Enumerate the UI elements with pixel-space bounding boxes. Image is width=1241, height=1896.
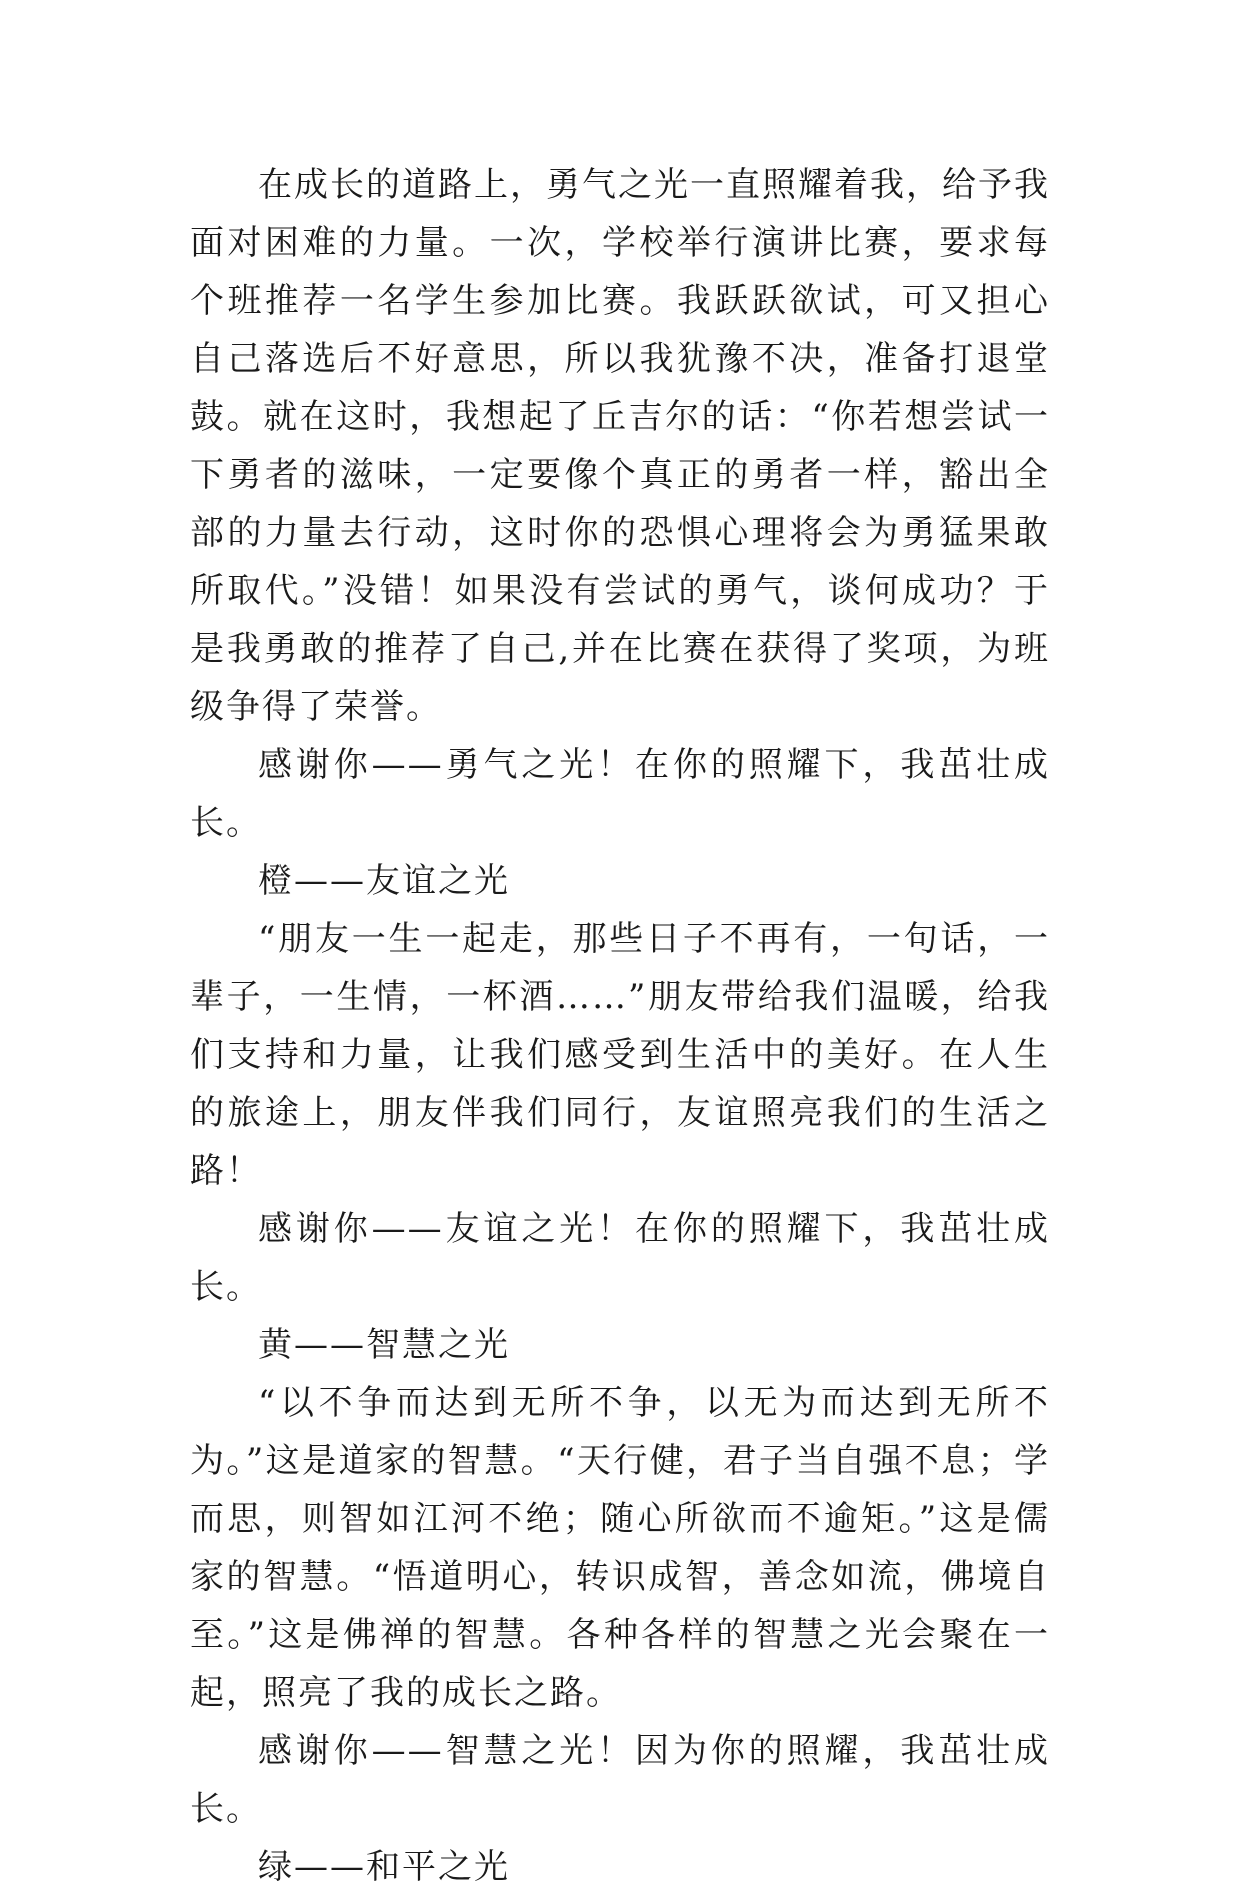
paragraph-courage: 在成长的道路上，勇气之光一直照耀着我，给予我面对困难的力量。一次，学校举行演讲比赛，要求每个班推荐一名学生参加比赛。我跃跃欲试，可又担心自己落选后不好意思，所以我犹豫不决，准备打退堂鼓。就在这时，我想起了丘吉尔的话：“你若想尝试一下勇者的滋味，一定要像个真正的勇者一样，豁出全部的力量去行动，这时你的恐惧心理将会为勇猛果敢所取代。”没错！如果没有尝试的勇气，谈何成功？于是我勇敢的推荐了自己,并在比赛在获得了奖项，为班级争得了荣誉。 xyxy=(190,165,1050,727)
paragraph-thanks-wisdom: 感谢你——智慧之光！因为你的照耀，我茁壮成长。 xyxy=(190,1731,1050,1829)
heading-yellow-wisdom: 黄——智慧之光 xyxy=(258,1325,510,1365)
heading-orange-friendship: 橙——友谊之光 xyxy=(258,861,510,901)
paragraph-wisdom: “以不争而达到无所不争，以无为而达到无所不为。”这是道家的智慧。“天行健，君子当自强不息；学而思，则智如江河不绝；随心所欲而不逾矩。”这是儒家的智慧。“悟道明心，转识成智，善念如流，佛境自至。”这是佛禅的智慧。各种各样的智慧之光会聚在一起，照亮了我的成长之路。 xyxy=(190,1383,1050,1713)
heading-green-peace: 绿——和平之光 xyxy=(258,1847,510,1887)
document-body xyxy=(190,156,1050,1896)
paragraph-thanks-courage: 感谢你——勇气之光！在你的照耀下，我茁壮成长。 xyxy=(190,745,1050,843)
paragraph-thanks-friendship: 感谢你——友谊之光！在你的照耀下，我茁壮成长。 xyxy=(190,1209,1050,1307)
paragraph-friendship: “朋友一生一起走，那些日子不再有，一句话，一辈子，一生情，一杯酒……”朋友带给我们温暖，给我们支持和力量，让我们感受到生活中的美好。在人生的旅途上，朋友伴我们同行，友谊照亮我们的生活之路！ xyxy=(190,919,1050,1191)
